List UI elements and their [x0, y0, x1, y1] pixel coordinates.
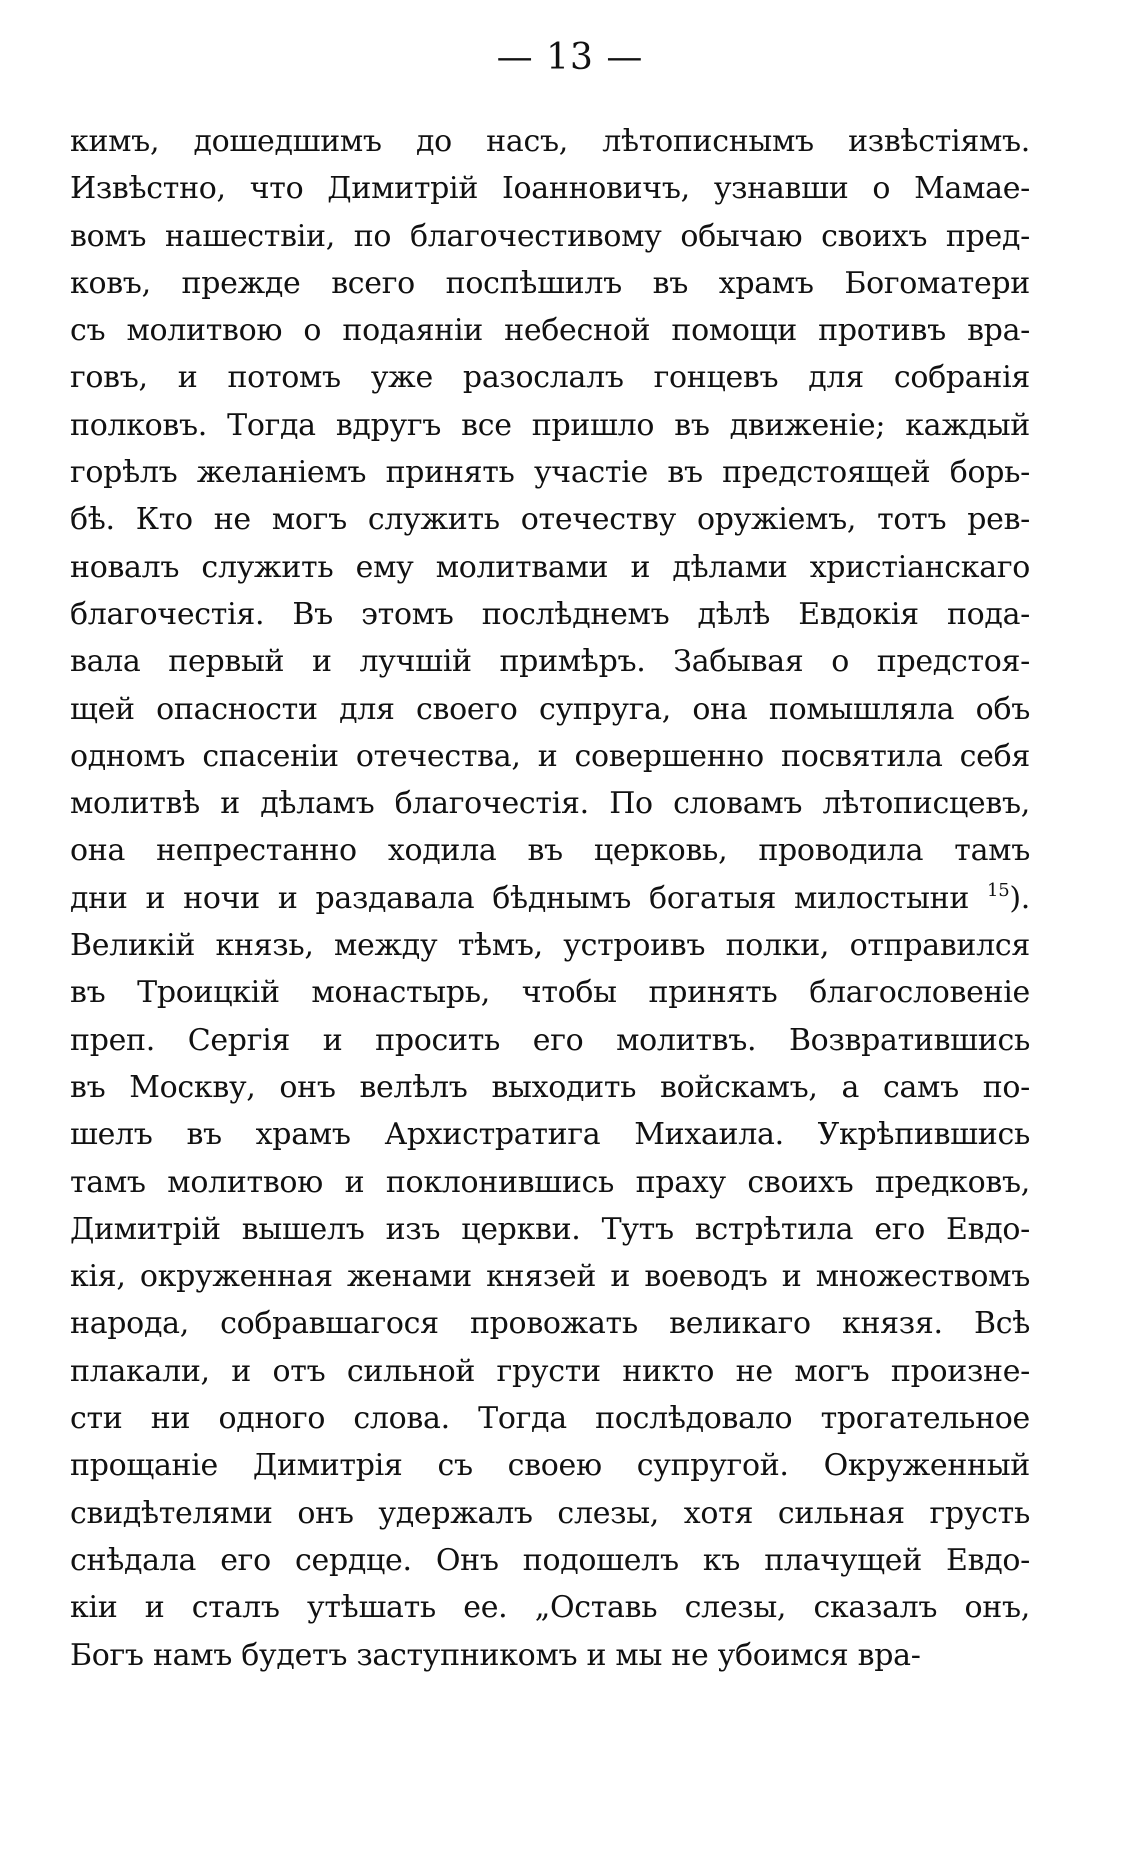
text-line: тамъ молитвою и поклонившись праху своихъ предковъ,: [70, 1164, 1030, 1200]
text-line: она непрестанно ходила въ церковь, проводила тамъ: [70, 833, 1030, 869]
text-line: снѣдала его сердце. Онъ подошелъ къ плачущей Евдо-: [70, 1542, 1030, 1578]
text-line: Извѣстно, что Димитрій Іоанновичъ, узнавши о Мамае-: [70, 171, 1030, 207]
page-number: — 13 —: [496, 37, 644, 78]
text-line: благочестія. Въ этомъ послѣднемъ дѣлѣ Евдокія пода-: [70, 596, 1030, 632]
text-line: народа, собравшагося провожать великаго князя. Всѣ: [70, 1306, 1030, 1342]
text-line: шелъ въ храмъ Архистратига Михаила. Укрѣпившись: [70, 1117, 1030, 1153]
text-line-punctuation: ).: [1009, 880, 1030, 916]
text-line: сти ни одного слова. Тогда послѣдовало трогательное: [70, 1401, 1030, 1437]
text-line: прощаніе Димитрія съ своею супругой. Окруженный: [70, 1448, 1030, 1484]
body-text: [70, 118, 1030, 1679]
text-line: вомъ нашествіи, по благочестивому обычаю своихъ пред-: [70, 218, 1030, 254]
text-line: молитвѣ и дѣламъ благочестія. По словамъ лѣтописцевъ,: [70, 786, 1030, 822]
text-line: кія, окруженная женами князей и воеводъ и множествомъ: [70, 1259, 1030, 1295]
text-line: новалъ служить ему молитвами и дѣлами христіанскаго: [70, 549, 1030, 585]
text-line: Великій князь, между тѣмъ, устроивъ полки, отправился: [70, 928, 1030, 964]
text-line: Димитрій вышелъ изъ церкви. Тутъ встрѣтила его Евдо-: [70, 1211, 1030, 1247]
text-line: бѣ. Кто не могъ служить отечеству оружіемъ, тотъ рев-: [70, 502, 1030, 538]
text-line: съ молитвою о подаяніи небесной помощи противъ вра-: [70, 313, 1030, 349]
text-line: говъ, и потомъ уже разослалъ гонцевъ для собранія: [70, 360, 1030, 396]
text-line: полковъ. Тогда вдругъ все пришло въ движеніе; каждый: [70, 407, 1030, 443]
text-line: въ Троицкій монастырь, чтобы принять благословеніе: [70, 975, 1030, 1011]
text-line: ковъ, прежде всего поспѣшилъ въ храмъ Богоматери: [70, 265, 1030, 301]
text-line: преп. Сергія и просить его молитвъ. Возвратившись: [70, 1022, 1030, 1058]
text-line: кіи и сталъ утѣшать ее. „Оставь слезы, сказалъ онъ,: [70, 1590, 1030, 1626]
text-line: щей опасности для своего супруга, она помышляла объ: [70, 691, 1030, 727]
text-line: Богъ намъ будетъ заступникомъ и мы не убоимся вра-: [70, 1637, 921, 1673]
text-line: одномъ спасеніи отечества, и совершенно посвятила себя: [70, 738, 1030, 774]
text-line: кимъ, дошедшимъ до насъ, лѣтописнымъ извѣстіямъ.: [70, 124, 1030, 159]
footnote-reference: 15: [987, 879, 1010, 901]
text-line: свидѣтелями онъ удержалъ слезы, хотя сильная грусть: [70, 1495, 1030, 1531]
text-line: вала первый и лучшій примѣръ. Забывая о предстоя-: [70, 644, 1030, 680]
text-line: въ Москву, онъ велѣлъ выходить войскамъ, а самъ по-: [70, 1069, 1030, 1105]
text-line-with-footnote: [70, 875, 1030, 922]
text-line-segment: дни и ночи и раздавала бѣднымъ богатыя милостыни: [70, 880, 970, 916]
text-line: горѣлъ желаніемъ принять участіе въ предстоящей борь-: [70, 455, 1030, 491]
text-line: плакали, и отъ сильной грусти никто не могъ произне-: [70, 1353, 1030, 1389]
